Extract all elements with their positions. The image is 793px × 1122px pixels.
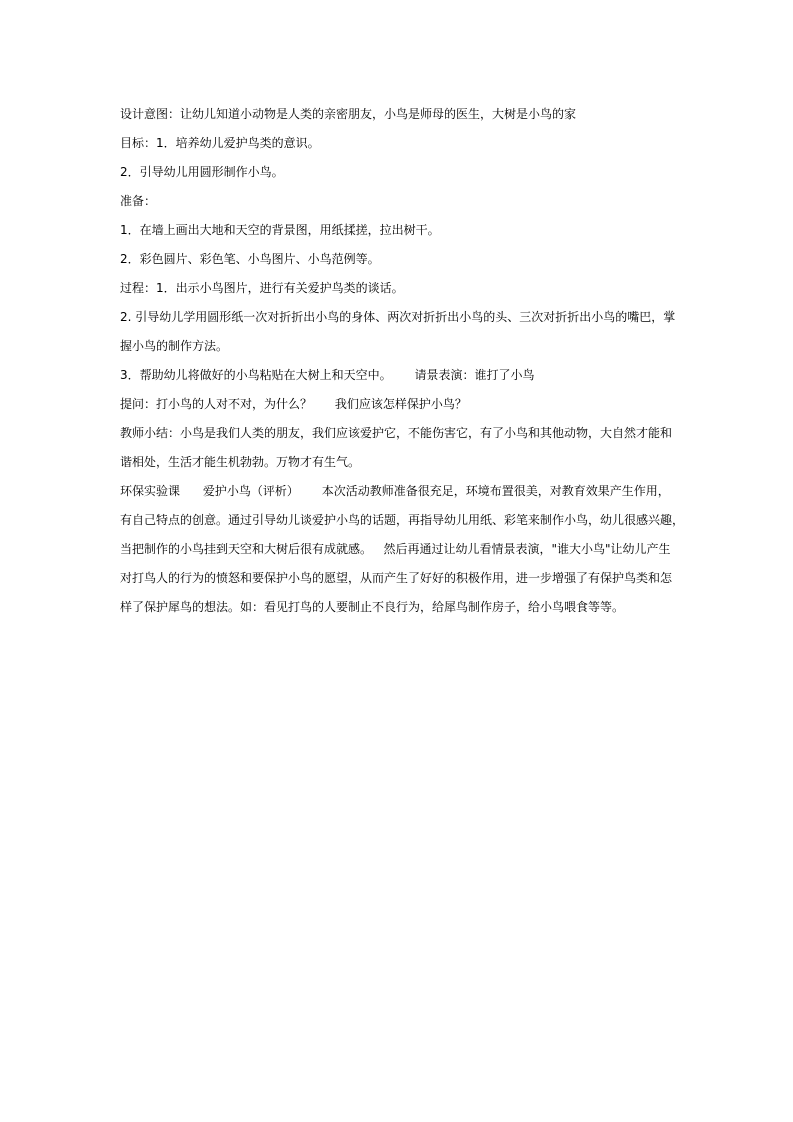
evaluation-line-1: 环保实验课 爱护小鸟（评析） 本次活动教师准备很充足，环境布置很美，对教育效果产生作用， (120, 484, 670, 498)
preparation-item-1: 1．在墙上画出大地和天空的背景图，用纸揉搓，拉出树干。 (120, 223, 440, 237)
evaluation-line-2: 有自己特点的创意。通过引导幼儿谈爱护小鸟的话题，再指导幼儿用纸、彩笔来制作小鸟，幼儿很感兴趣， (120, 513, 685, 527)
preparation-heading: 准备： (120, 194, 157, 208)
document-body (120, 100, 685, 622)
process-item-3: 3．帮助幼儿将做好的小鸟粘贴在大树上和天空中。 请景表演：谁打了小鸟 (120, 368, 535, 382)
process-item-2-line-a: 2. 引导幼儿学用圆形纸一次对折折出小鸟的身体、两次对折折出小鸟的头、三次对折折出小鸟的嘴巴，掌 (120, 310, 676, 324)
teacher-summary-line-b: 谐相处，生活才能生机勃勃。万物才有生气。 (120, 455, 361, 469)
evaluation-line-4: 对打鸟人的行为的愤怒和要保护小鸟的愿望，从而产生了好好的积极作用，进一步增强了有保护鸟类和怎 (120, 571, 673, 585)
goal-line-2: 2．引导幼儿用圆形制作小鸟。 (120, 165, 284, 179)
preparation-item-2: 2．彩色圆片、彩色笔、小鸟图片、小鸟范例等。 (120, 252, 380, 266)
process-item-1: 过程：1．出示小鸟图片，进行有关爱护鸟类的谈话。 (120, 281, 404, 295)
question-line: 提问：打小鸟的人对不对，为什么？ 我们应该怎样保护小鸟？ (120, 397, 467, 411)
design-intent-line: 设计意图：让幼儿知道小动物是人类的亲密朋友，小鸟是师母的医生，大树是小鸟的家 (120, 107, 577, 121)
evaluation-line-5: 样了保护犀鸟的想法。如：看见打鸟的人要制止不良行为，给犀鸟制作房子，给小鸟喂食等等。 (120, 600, 625, 614)
evaluation-line-3: 当把制作的小鸟挂到天空和大树后很有成就感。 然后再通过让幼儿看情景表演，"谁大小鸟"让幼儿产生 (120, 542, 671, 556)
goal-line-1: 目标：1．培养幼儿爱护鸟类的意识。 (120, 136, 320, 150)
process-item-2-line-b: 握小鸟的制作方法。 (120, 339, 229, 353)
teacher-summary-line-a: 教师小结：小鸟是我们人类的朋友，我们应该爱护它，不能伤害它，有了小鸟和其他动物，大自然才能和 (120, 426, 673, 440)
